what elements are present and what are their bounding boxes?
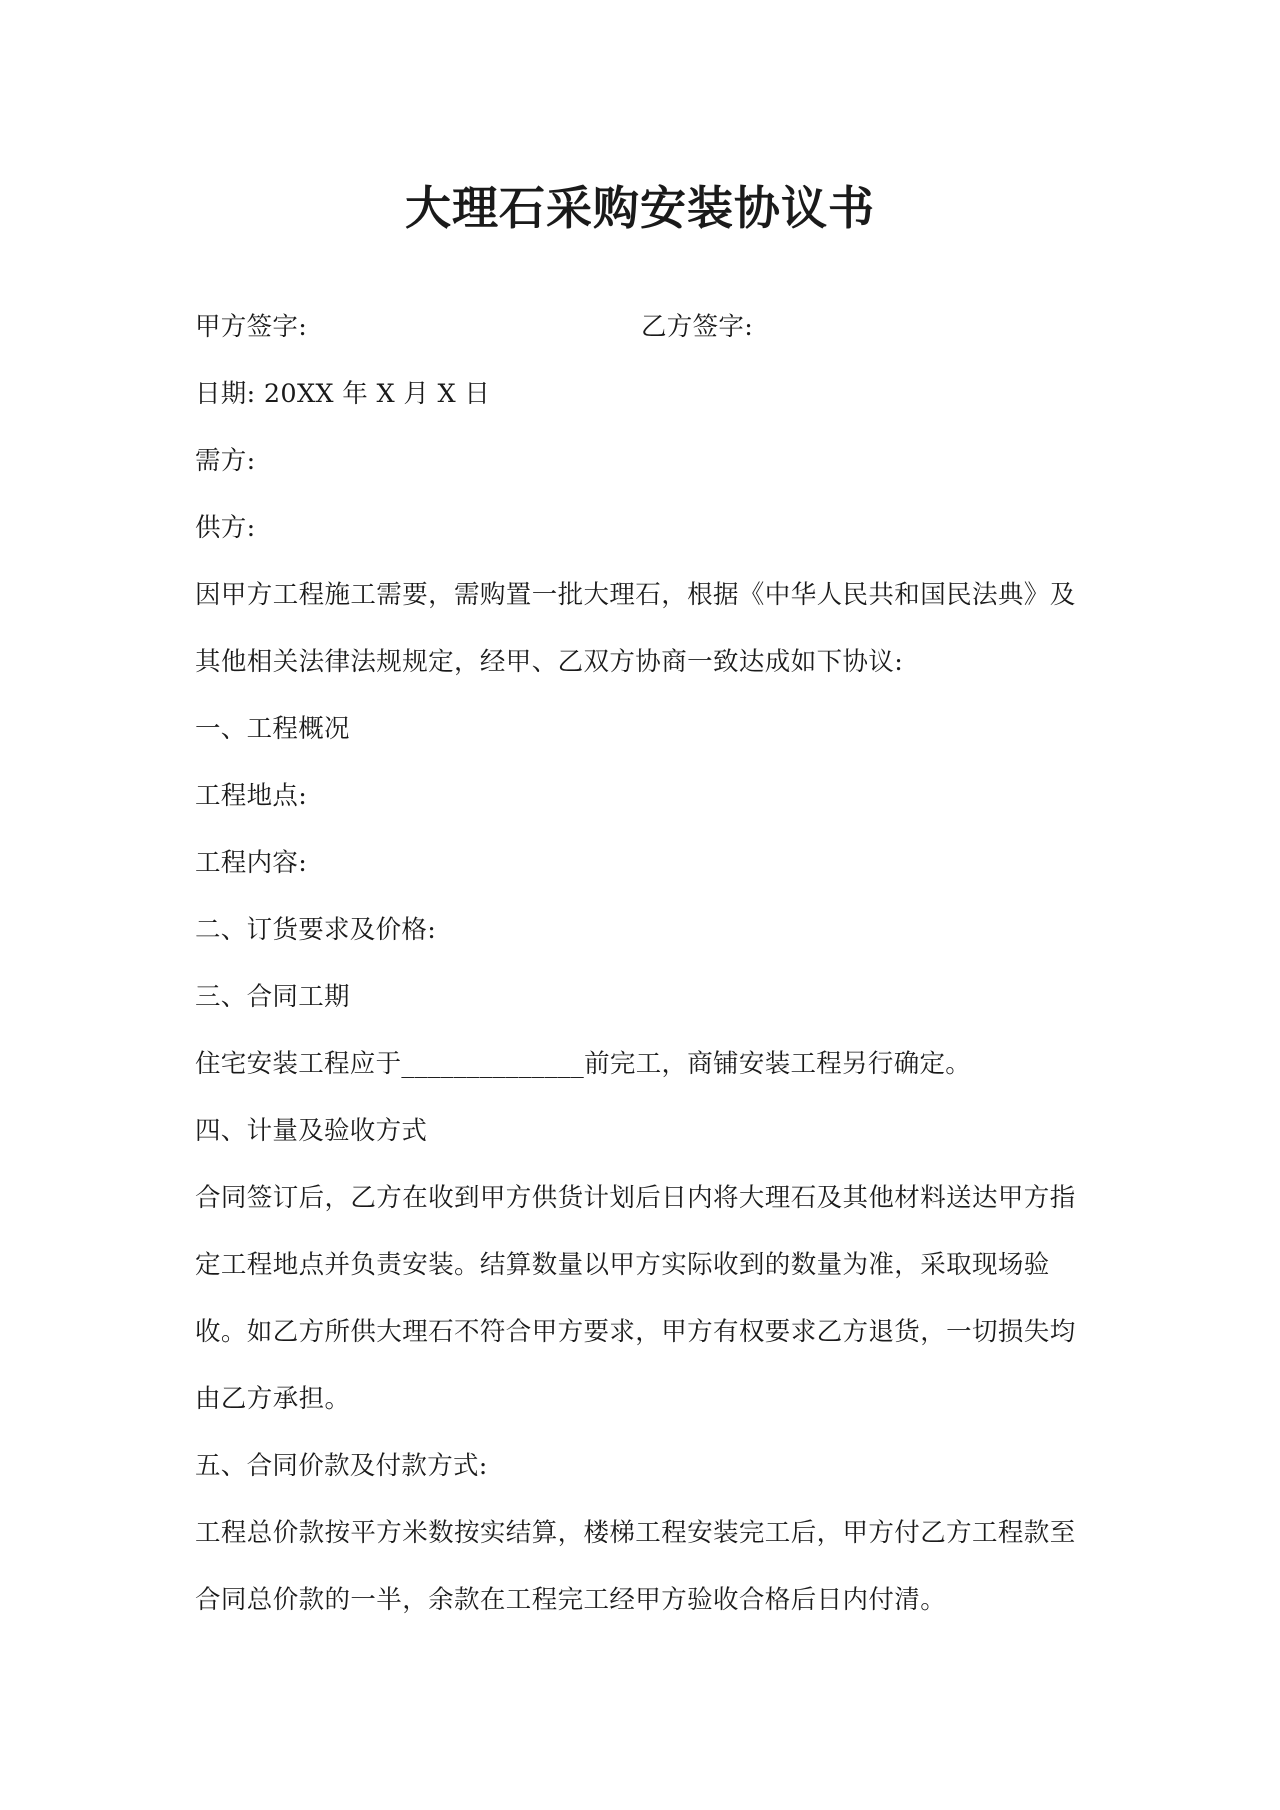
project-content-line: 工程内容:	[195, 848, 308, 878]
section-3-text: 住宅安装工程应于______________前完工，商铺安装工程另行确定。	[195, 1049, 972, 1079]
section-4-line: 收。如乙方所供大理石不符合甲方要求，甲方有权要求乙方退货，一切损失均	[195, 1317, 1076, 1347]
party-b-signature-label: 乙方签字:	[641, 312, 754, 342]
date-line: 日期: 20XX 年 X 月 X 日	[195, 379, 491, 409]
section-4-heading: 四、计量及验收方式	[195, 1116, 428, 1146]
section-5-heading: 五、合同价款及付款方式:	[195, 1451, 488, 1481]
project-location-line: 工程地点:	[195, 781, 308, 811]
intro-line: 其他相关法律法规规定，经甲、乙双方协商一致达成如下协议:	[195, 647, 904, 677]
section-1-heading: 一、工程概况	[195, 714, 350, 744]
section-2-heading: 二、订货要求及价格:	[195, 915, 437, 945]
intro-paragraph	[195, 562, 1085, 696]
section-5-paragraph	[195, 1500, 1085, 1634]
signature-row	[195, 294, 1085, 361]
section-4-paragraph	[195, 1165, 1085, 1433]
document-title: 大理石采购安装协议书	[405, 181, 875, 235]
section-5-line: 合同总价款的一半，余款在工程完工经甲方验收合格后日内付清。	[195, 1585, 947, 1615]
buyer-line: 需方:	[195, 446, 256, 476]
section-3-heading: 三、合同工期	[195, 982, 350, 1012]
supplier-line: 供方:	[195, 513, 256, 543]
party-a-signature-label: 甲方签字:	[195, 312, 308, 342]
document-body	[195, 294, 1085, 1634]
section-4-line: 由乙方承担。	[195, 1384, 351, 1414]
section-4-line: 定工程地点并负责安装。结算数量以甲方实际收到的数量为准，采取现场验	[195, 1250, 1050, 1280]
section-5-line: 工程总价款按平方米数按实结算，楼梯工程安装完工后，甲方付乙方工程款至	[195, 1518, 1076, 1548]
intro-line: 因甲方工程施工需要，需购置一批大理石，根据《中华人民共和国民法典》及	[195, 580, 1076, 610]
section-4-line: 合同签订后，乙方在收到甲方供货计划后日内将大理石及其他材料送达甲方指	[195, 1183, 1076, 1213]
